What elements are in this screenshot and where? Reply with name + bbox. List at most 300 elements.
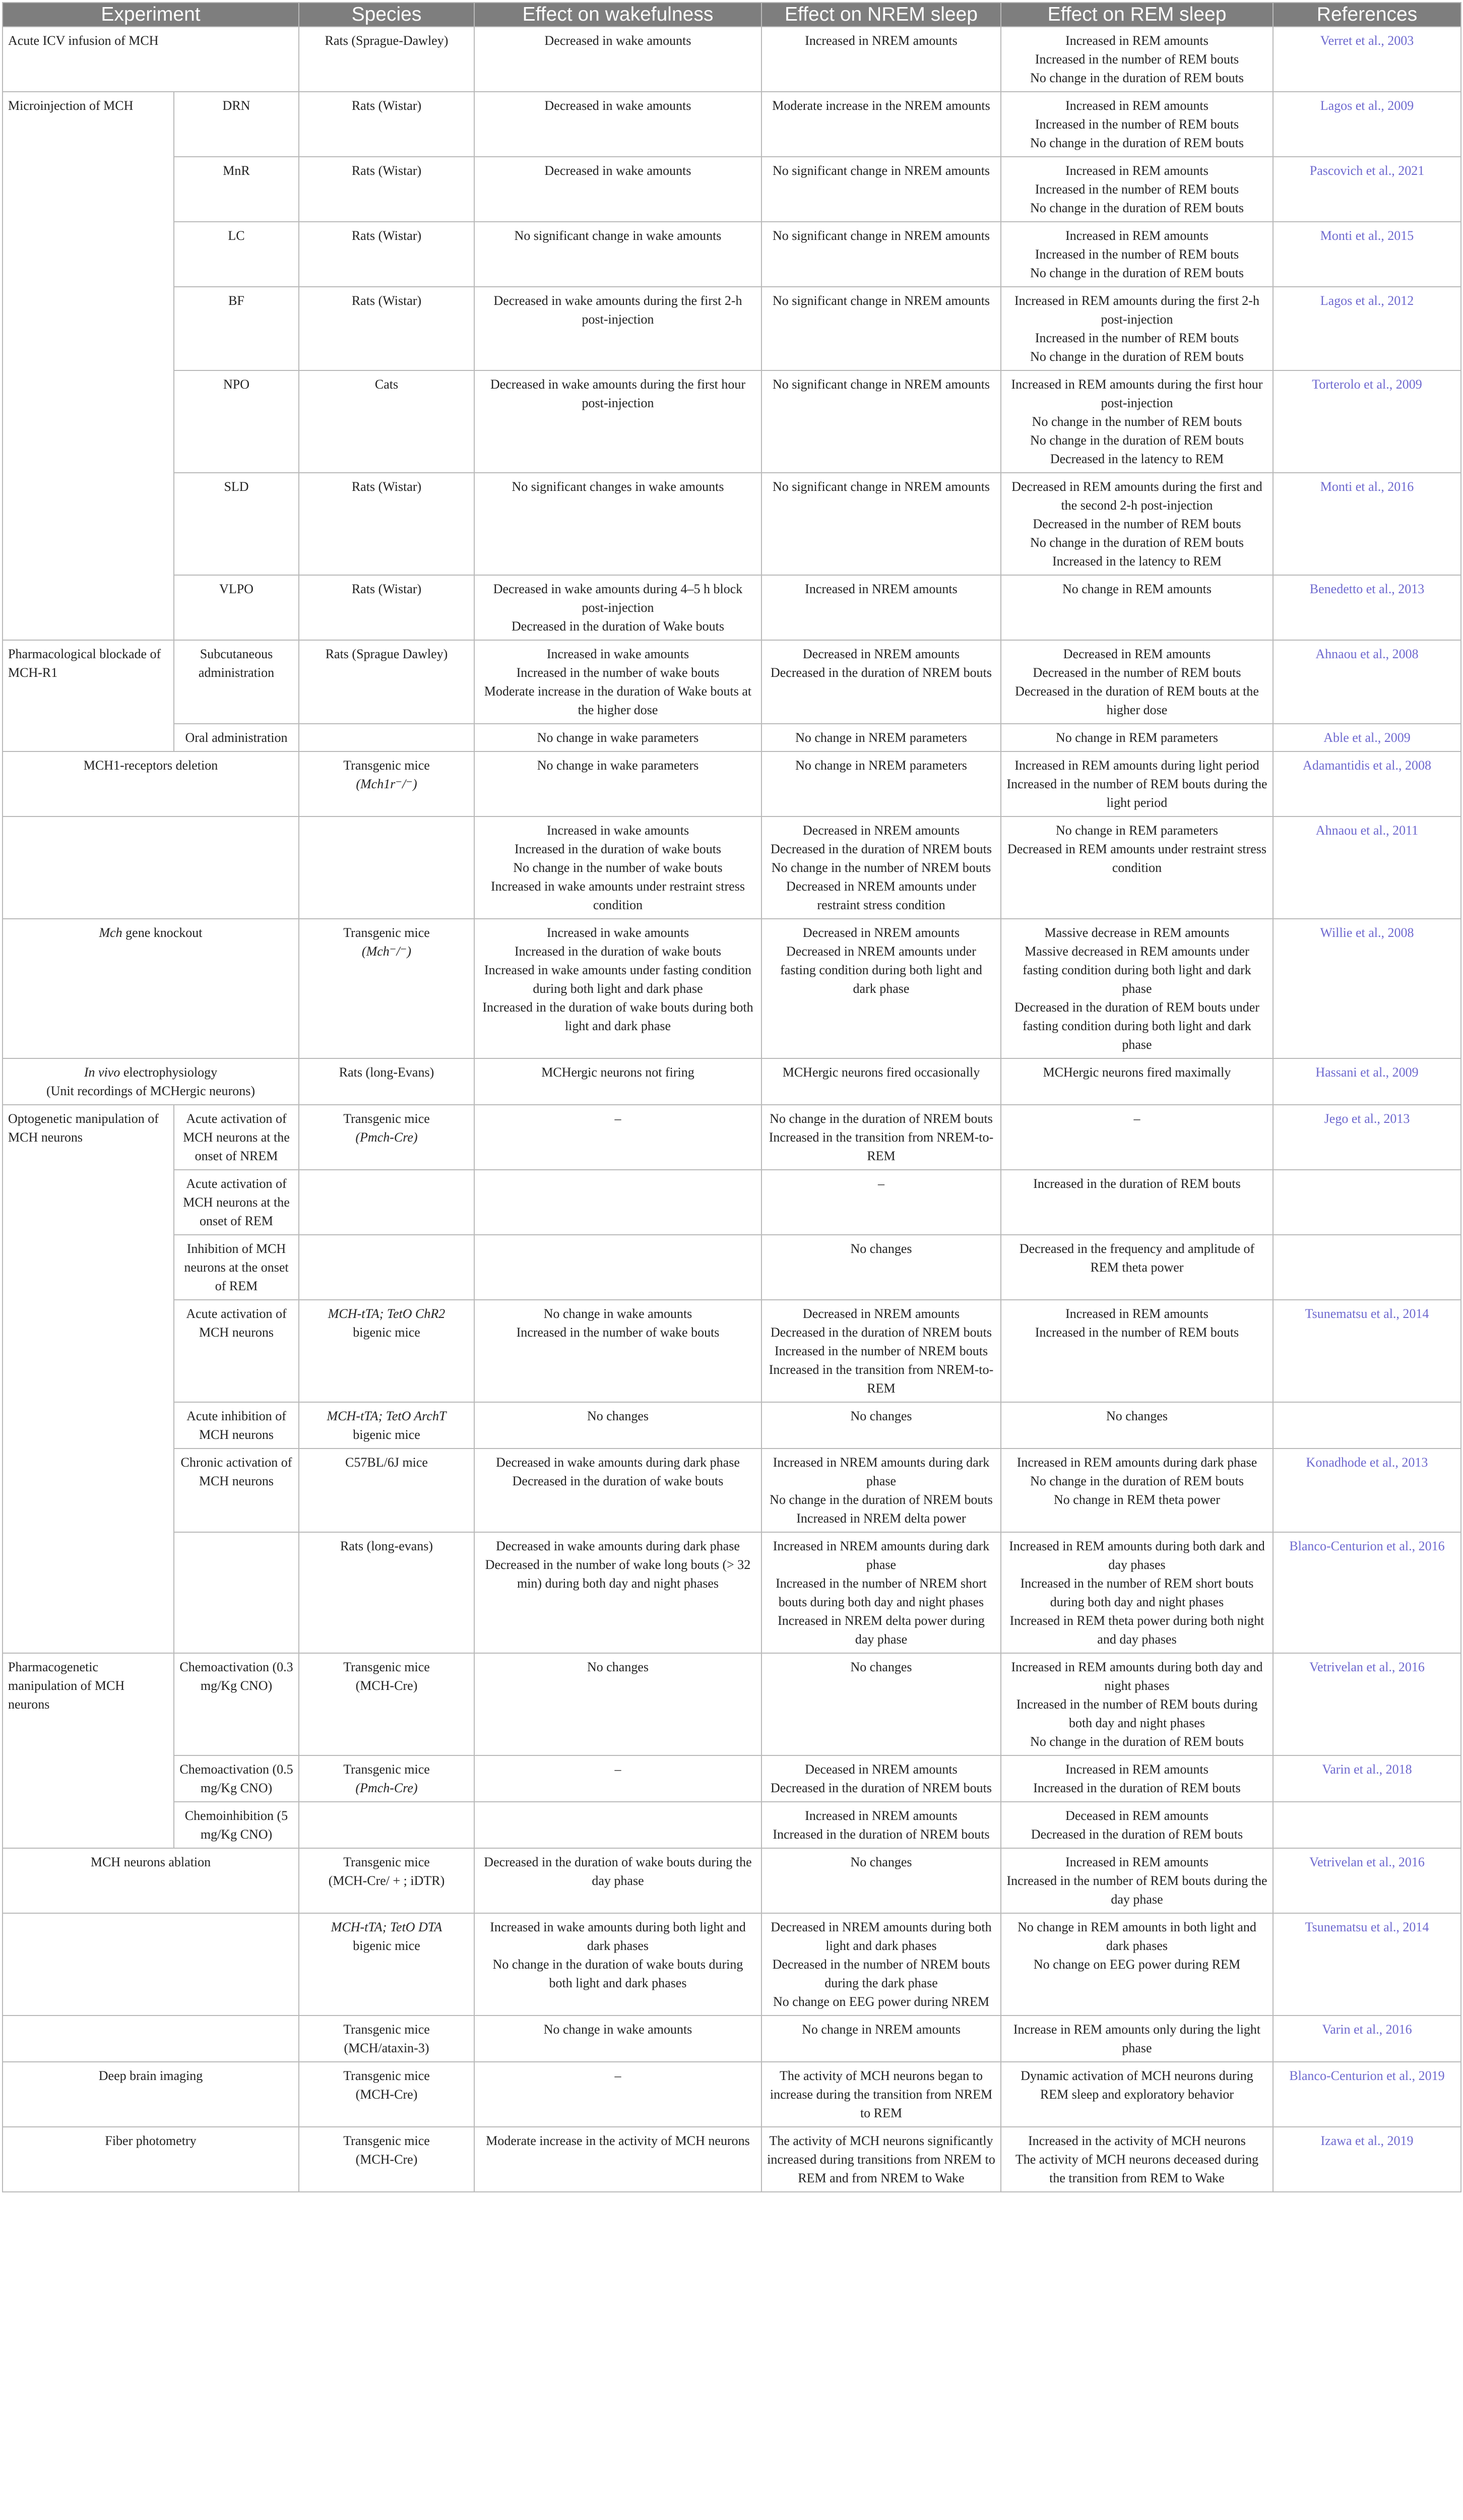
effect-line: MCHergic neurons not firing <box>541 1065 694 1080</box>
effect-line: Increased in the transition from NREM-to-REM <box>769 1130 994 1163</box>
effect-line: Decreased in wake amounts during dark phase <box>496 1539 740 1553</box>
effect-line: Increased in REM amounts during both dark and day phases <box>1009 1539 1265 1572</box>
species-cell <box>299 157 474 222</box>
effect-line: Decreased in NREM amounts <box>802 1306 960 1321</box>
header-references: References <box>1273 3 1461 27</box>
effect-line: Decreased in the number of wake long bouts (> 32 min) during both day and night phases <box>485 1557 751 1591</box>
wake-effect-cell <box>474 222 761 287</box>
wake-effect-cell <box>474 2127 761 2192</box>
effect-line: Increased in the number of REM bouts during the day phase <box>1006 1873 1267 1907</box>
effect-line: Increased in REM amounts during dark phase <box>1016 1455 1257 1470</box>
species-name: Transgenic mice <box>343 2133 430 2148</box>
rem-effect-cell <box>1001 575 1273 640</box>
effect-line: Decreased in the number of NREM bouts during the dark phase <box>772 1957 990 1990</box>
effect-line: The activity of MCH neurons began to increase during the transition from NREM to REM <box>770 2068 993 2120</box>
subgroup-cell: Acute activation of MCH neurons at the onset of REM <box>174 1170 299 1235</box>
wake-effect-cell <box>474 1448 761 1532</box>
reference-cell: Vetrivelan et al., 2016 <box>1273 1653 1461 1755</box>
reference-cell: Verret et al., 2003 <box>1273 27 1461 92</box>
species-detail: (Pmch-Cre) <box>355 1130 418 1145</box>
rem-effect-cell <box>1001 222 1273 287</box>
wake-effect-cell <box>474 640 761 724</box>
effect-line: No changes <box>587 1409 649 1423</box>
wake-effect-cell <box>474 1802 761 1848</box>
reference-cell <box>1273 1802 1461 1848</box>
experiment-cell <box>3 640 174 751</box>
wake-effect-cell <box>474 575 761 640</box>
wake-effect-cell <box>474 1235 761 1300</box>
effect-line: Decreased in the duration of NREM bouts <box>770 1325 992 1340</box>
effect-line: Increased in the activity of MCH neurons <box>1028 2133 1246 2148</box>
reference-cell: Adamantidis et al., 2008 <box>1273 751 1461 816</box>
effect-line: Increased in the number of REM bouts <box>1035 52 1239 67</box>
effect-line: Decreased in wake amounts during dark phase <box>496 1455 740 1470</box>
species-name: Transgenic mice <box>343 1762 430 1777</box>
reference-cell: Able et al., 2009 <box>1273 724 1461 751</box>
subgroup-cell: Inhibition of MCH neurons at the onset of REM <box>174 1235 299 1300</box>
wake-effect-cell <box>474 157 761 222</box>
effect-line: Increased in REM amounts during the first hour post-injection <box>1011 377 1263 410</box>
rem-effect-cell <box>1001 1653 1273 1755</box>
effect-line: Increased in REM amounts <box>1065 1762 1208 1777</box>
table-row <box>3 287 1461 370</box>
rem-effect-cell <box>1001 1755 1273 1802</box>
table-row <box>3 1532 1461 1653</box>
header-wakefulness: Effect on wakefulness <box>474 3 761 27</box>
species-name: Rats (Wistar) <box>351 479 422 494</box>
experiment-name: Pharmacogenetic manipulation of MCH neurons <box>8 1660 125 1712</box>
header-species: Species <box>299 3 474 27</box>
effect-line: Increased in REM amounts <box>1065 163 1208 178</box>
effect-line: No change in the duration of REM bouts <box>1030 1734 1244 1749</box>
effect-line: Decreased in wake amounts <box>544 163 691 178</box>
subgroup-cell: Subcutaneous administration <box>174 640 299 724</box>
experiment-cell <box>3 1848 299 1913</box>
header-rem: Effect on REM sleep <box>1001 3 1273 27</box>
effect-line: Decreased in wake amounts during 4–5 h block post-injection <box>493 582 743 615</box>
effect-line: No change in wake parameters <box>537 758 699 773</box>
experiment-cell <box>3 2062 299 2127</box>
reference-cell: Izawa et al., 2019 <box>1273 2127 1461 2192</box>
effect-line: Decreased in the frequency and amplitude of REM theta power <box>1019 1241 1255 1275</box>
species-cell <box>299 640 474 724</box>
species-cell <box>299 92 474 157</box>
header-row <box>3 3 1461 27</box>
reference-cell: Konadhode et al., 2013 <box>1273 1448 1461 1532</box>
effect-line: No change in REM amounts in both light and dark phases <box>1017 1920 1256 1953</box>
effect-line: No significant change in NREM amounts <box>772 228 990 243</box>
effect-line: Dynamic activation of MCH neurons during REM sleep and exploratory behavior <box>1021 2068 1253 2102</box>
effect-line: No significant changes in wake amounts <box>512 479 724 494</box>
effect-line: Increased in the latency to REM <box>1052 554 1222 569</box>
rem-effect-cell <box>1001 640 1273 724</box>
effect-line: Increased in wake amounts <box>546 823 689 838</box>
subgroup-cell: LC <box>174 222 299 287</box>
reference-cell: Tsunematsu et al., 2014 <box>1273 1300 1461 1402</box>
rem-effect-cell <box>1001 27 1273 92</box>
reference-cell: Ahnaou et al., 2011 <box>1273 816 1461 919</box>
table-row <box>3 1653 1461 1755</box>
rem-effect-cell <box>1001 1300 1273 1402</box>
effect-line: Decreased in the duration of REM bouts under fasting condition during both light and dark phase <box>1014 1000 1259 1052</box>
experiment-invivo: In vivo <box>84 1065 120 1080</box>
table-row <box>3 1913 1461 2015</box>
species-name: Rats (Sprague Dawley) <box>325 647 448 661</box>
effect-line: Increased in the duration of REM bouts <box>1033 1781 1241 1795</box>
effect-line: – <box>614 1111 621 1126</box>
experiment-name: Pharmacological blockade of MCH-R1 <box>8 647 161 680</box>
effect-line: – <box>614 1762 621 1777</box>
effect-line: Increased in the number of NREM bouts <box>774 1344 988 1358</box>
species-cell <box>299 724 474 751</box>
subgroup-cell: SLD <box>174 473 299 575</box>
table-row <box>3 222 1461 287</box>
reference-cell: Varin et al., 2016 <box>1273 2015 1461 2062</box>
effect-line: No change in the duration of REM bouts <box>1030 266 1244 280</box>
effect-line: No change in wake parameters <box>537 730 699 745</box>
effect-line: No significant change in NREM amounts <box>772 479 990 494</box>
wake-effect-cell <box>474 1913 761 2015</box>
effect-line: Moderate increase in the NREM amounts <box>772 98 990 113</box>
species-cell <box>299 27 474 92</box>
reference-cell <box>1273 1235 1461 1300</box>
rem-effect-cell <box>1001 2127 1273 2192</box>
subgroup-cell: Chemoactivation (0.3 mg/Kg CNO) <box>174 1653 299 1755</box>
subgroup-cell: MnR <box>174 157 299 222</box>
species-name: Rats (Wistar) <box>351 582 422 596</box>
table-row <box>3 1802 1461 1848</box>
nrem-effect-cell <box>761 1802 1001 1848</box>
nrem-effect-cell <box>761 27 1001 92</box>
species-detail: bigenic mice <box>353 1427 420 1442</box>
effect-line: No changes <box>850 1409 912 1423</box>
table-row <box>3 640 1461 724</box>
rem-effect-cell <box>1001 473 1273 575</box>
wake-effect-cell <box>474 724 761 751</box>
nrem-effect-cell <box>761 1170 1001 1235</box>
nrem-effect-cell <box>761 2062 1001 2127</box>
species-cell <box>299 370 474 473</box>
table-row <box>3 370 1461 473</box>
reference-cell: Lagos et al., 2009 <box>1273 92 1461 157</box>
effect-line: Decreased in REM amounts under restraint stress condition <box>1007 842 1267 875</box>
effect-line: Decreased in NREM amounts during both light and dark phases <box>771 1920 992 1953</box>
effect-line: No change in the duration of NREM bouts <box>770 1492 993 1507</box>
species-cell <box>299 1802 474 1848</box>
effect-line: Deceased in NREM amounts <box>805 1762 958 1777</box>
nrem-effect-cell <box>761 2127 1001 2192</box>
subgroup-cell: VLPO <box>174 575 299 640</box>
effect-line: No change in the duration of REM bouts <box>1030 136 1244 150</box>
nrem-effect-cell <box>761 1105 1001 1170</box>
rem-effect-cell <box>1001 2062 1273 2127</box>
table-row <box>3 2015 1461 2062</box>
species-cell <box>299 1058 474 1105</box>
wake-effect-cell <box>474 1755 761 1802</box>
rem-effect-cell <box>1001 1058 1273 1105</box>
effect-line: Increased in the duration of REM bouts <box>1033 1176 1241 1191</box>
effect-line: Increased in the transition from NREM-to-REM <box>769 1362 994 1396</box>
effect-line: Decreased in wake amounts <box>544 98 691 113</box>
species-cell <box>299 2127 474 2192</box>
effect-line: Deceased in REM amounts <box>1065 1808 1208 1823</box>
species-name: MCH-tTA; TetO ChR2 <box>328 1306 446 1321</box>
effect-line: No significant change in NREM amounts <box>772 293 990 308</box>
subgroup-cell: Oral administration <box>174 724 299 751</box>
effect-line: Increased in REM amounts <box>1065 228 1208 243</box>
experiment-name: MCH neurons ablation <box>90 1855 211 1869</box>
species-name: Transgenic mice <box>343 2022 430 2037</box>
effect-line: No change in the duration of REM bouts <box>1030 433 1244 448</box>
species-name: Rats (long-Evans) <box>339 1065 434 1080</box>
table-row <box>3 92 1461 157</box>
nrem-effect-cell <box>761 370 1001 473</box>
effect-line: Increased in the number of REM bouts <box>1035 247 1239 262</box>
effect-line: Increased in the number of REM bouts during the light period <box>1006 777 1267 810</box>
effect-line: Increased in REM theta power during both night and day phases <box>1009 1613 1264 1647</box>
species-cell <box>299 1653 474 1755</box>
effect-line: No change on EEG power during NREM <box>773 1994 989 2009</box>
effect-line: Decreased in the duration of wake bouts during the day phase <box>484 1855 752 1888</box>
effect-line: MCHergic neurons fired maximally <box>1043 1065 1231 1080</box>
nrem-effect-cell <box>761 1848 1001 1913</box>
species-cell <box>299 1532 474 1653</box>
wake-effect-cell <box>474 1058 761 1105</box>
nrem-effect-cell <box>761 575 1001 640</box>
effect-line: Decreased in the latency to REM <box>1050 452 1224 466</box>
species-name: Transgenic mice <box>343 1111 430 1126</box>
nrem-effect-cell <box>761 816 1001 919</box>
table-row <box>3 1848 1461 1913</box>
effect-line: No change in the duration of REM bouts <box>1030 201 1244 215</box>
experiment-note: (Unit recordings of MCHergic neurons) <box>46 1084 255 1098</box>
rem-effect-cell <box>1001 1170 1273 1235</box>
effect-line: Decreased in the duration of NREM bouts <box>770 665 992 680</box>
effect-line: Increased in NREM amounts <box>805 1808 958 1823</box>
species-name: Rats (long-evans) <box>340 1539 433 1553</box>
experiment-gene: Mch <box>99 925 122 940</box>
experiment-cell <box>3 2127 299 2192</box>
effect-line: Increased in NREM amounts during dark phase <box>773 1539 990 1572</box>
species-detail: (Mch⁻/⁻) <box>361 944 412 959</box>
effect-line: Increased in REM amounts during both day and night phases <box>1011 1660 1263 1693</box>
species-cell <box>299 287 474 370</box>
subgroup-cell: BF <box>174 287 299 370</box>
reference-cell: Varin et al., 2018 <box>1273 1755 1461 1802</box>
reference-cell: Blanco-Centurion et al., 2019 <box>1273 2062 1461 2127</box>
experiment-cell <box>3 1058 299 1105</box>
experiment-name <box>8 923 293 942</box>
wake-effect-cell <box>474 1105 761 1170</box>
species-cell <box>299 1448 474 1532</box>
table-row <box>3 575 1461 640</box>
experiment-cell <box>3 2015 299 2062</box>
wake-effect-cell <box>474 473 761 575</box>
effect-line: Decreased in wake amounts during the first hour post-injection <box>490 377 746 410</box>
species-cell <box>299 1913 474 2015</box>
effect-line: Moderate increase in the activity of MCH neurons <box>486 2133 750 2148</box>
nrem-effect-cell <box>761 1653 1001 1755</box>
species-cell <box>299 1402 474 1448</box>
subgroup-cell: Acute inhibition of MCH neurons <box>174 1402 299 1448</box>
experiment-name: Microinjection of MCH <box>8 98 134 113</box>
effect-line: No change in REM parameters <box>1055 730 1218 745</box>
header-nrem: Effect on NREM sleep <box>761 3 1001 27</box>
effect-line: No change in NREM parameters <box>795 758 967 773</box>
species-name: Transgenic mice <box>343 1660 430 1674</box>
experiment-cell <box>3 816 299 919</box>
table-row <box>3 1170 1461 1235</box>
effect-line: Increased in wake amounts under restraint stress condition <box>491 879 745 912</box>
table-row <box>3 1105 1461 1170</box>
species-detail: (MCH-Cre) <box>355 2152 418 2167</box>
wake-effect-cell <box>474 1300 761 1402</box>
reference-cell: Benedetto et al., 2013 <box>1273 575 1461 640</box>
species-cell <box>299 1170 474 1235</box>
rem-effect-cell <box>1001 1802 1273 1848</box>
effect-line: No change in NREM amounts <box>802 2022 961 2037</box>
reference-cell: Willie et al., 2008 <box>1273 919 1461 1058</box>
nrem-effect-cell <box>761 1402 1001 1448</box>
experiment-name <box>8 1063 293 1082</box>
effect-line: No change in the number of NREM bouts <box>771 860 991 875</box>
species-detail: (MCH/ataxin-3) <box>344 2041 429 2055</box>
nrem-effect-cell <box>761 640 1001 724</box>
wake-effect-cell <box>474 751 761 816</box>
wake-effect-cell <box>474 1532 761 1653</box>
effect-line: Massive decreased in REM amounts under fasting condition during both light and dark phase <box>1023 944 1251 996</box>
effect-line: Increased in the number of NREM short bouts during both day and night phases <box>776 1576 987 1609</box>
effect-line: Increased in REM amounts <box>1065 33 1208 48</box>
effect-line: Increased in the duration of wake bouts <box>514 842 722 856</box>
species-cell <box>299 1755 474 1802</box>
experiment-cell <box>3 92 174 640</box>
species-detail: bigenic mice <box>353 1938 420 1953</box>
wake-effect-cell <box>474 919 761 1058</box>
species-cell <box>299 473 474 575</box>
reference-cell: Jego et al., 2013 <box>1273 1105 1461 1170</box>
effect-line: Decreased in the duration of NREM bouts <box>770 842 992 856</box>
experiment-name: Optogenetic manipulation of MCH neurons <box>8 1111 159 1145</box>
effect-line: Decreased in NREM amounts under restraint stress condition <box>786 879 976 912</box>
subgroup-cell: Acute activation of MCH neurons <box>174 1300 299 1402</box>
experiment-rest: gene knockout <box>122 925 203 940</box>
nrem-effect-cell <box>761 287 1001 370</box>
effect-line: Increased in the number of REM bouts during both day and night phases <box>1016 1697 1258 1730</box>
effect-line: Increased in REM amounts <box>1065 98 1208 113</box>
nrem-effect-cell <box>761 1532 1001 1653</box>
subgroup-cell: Chemoinhibition (5 mg/Kg CNO) <box>174 1802 299 1848</box>
effect-line: – <box>1133 1111 1140 1126</box>
nrem-effect-cell <box>761 751 1001 816</box>
effect-line: No change in REM parameters <box>1055 823 1218 838</box>
species-name: Rats (Wistar) <box>351 228 422 243</box>
effect-line: – <box>614 2068 621 2083</box>
species-cell <box>299 1848 474 1913</box>
species-name: Rats (Wistar) <box>351 163 422 178</box>
experiment-cell <box>3 1913 299 2015</box>
effect-line: Increased in the duration of wake bouts <box>514 944 722 959</box>
reference-cell <box>1273 1402 1461 1448</box>
effect-line: No change in the duration of REM bouts <box>1030 349 1244 364</box>
effect-line: The activity of MCH neurons significantly increased during transitions from NREM to REM and from NREM to Wake <box>767 2133 995 2185</box>
species-detail: (MCH-Cre) <box>355 1678 418 1693</box>
reference-cell: Tsunematsu et al., 2014 <box>1273 1913 1461 2015</box>
subgroup-cell: Acute activation of MCH neurons at the onset of NREM <box>174 1105 299 1170</box>
effect-line: Increased in REM amounts <box>1065 1306 1208 1321</box>
effect-line: Decreased in the duration of Wake bouts <box>512 619 724 634</box>
rem-effect-cell <box>1001 92 1273 157</box>
effect-line: Increased in NREM delta power during day phase <box>778 1613 985 1647</box>
effect-line: Increased in NREM amounts <box>805 582 958 596</box>
effect-line: No change in NREM parameters <box>795 730 967 745</box>
wake-effect-cell <box>474 1653 761 1755</box>
effect-line: Decreased in the duration of wake bouts <box>512 1474 724 1488</box>
subgroup-cell: Chronic activation of MCH neurons <box>174 1448 299 1532</box>
species-name: Rats (Sprague-Dawley) <box>325 33 449 48</box>
rem-effect-cell <box>1001 1235 1273 1300</box>
effect-line: No changes <box>850 1660 912 1674</box>
effect-line: Decreased in NREM amounts under fasting condition during both light and dark phase <box>780 944 982 996</box>
effect-line: Increased in the number of REM bouts <box>1035 182 1239 197</box>
experiment-cell <box>3 1653 174 1848</box>
subgroup-cell: DRN <box>174 92 299 157</box>
effect-line: No change in the duration of wake bouts during both light and dark phases <box>492 1957 743 1990</box>
effect-line: Increased in the duration of NREM bouts <box>773 1827 990 1842</box>
nrem-effect-cell <box>761 473 1001 575</box>
effect-line: Increased in the number of REM bouts <box>1035 331 1239 345</box>
rem-effect-cell <box>1001 1402 1273 1448</box>
experiment-cell <box>3 919 299 1058</box>
effect-line: No changes <box>587 1660 649 1674</box>
effect-line: Massive decrease in REM amounts <box>1044 925 1230 940</box>
effect-line: No change in the duration of REM bouts <box>1030 71 1244 85</box>
wake-effect-cell <box>474 92 761 157</box>
wake-effect-cell <box>474 2015 761 2062</box>
reference-cell: Lagos et al., 2012 <box>1273 287 1461 370</box>
effect-line: No changes <box>850 1855 912 1869</box>
effect-line: Decreased in NREM amounts <box>802 647 960 661</box>
effect-line: Decreased in the duration of NREM bouts <box>770 1781 992 1795</box>
effect-line: Decreased in wake amounts <box>544 33 691 48</box>
effect-line: Decreased in the number of REM bouts <box>1033 665 1241 680</box>
table-row <box>3 919 1461 1058</box>
effect-line: Increased in the duration of wake bouts during both light and dark phase <box>482 1000 753 1033</box>
species-name: Transgenic mice <box>343 2068 430 2083</box>
effect-line: The activity of MCH neurons deceased during the transition from REM to Wake <box>1015 2152 1259 2185</box>
effect-line: No change in wake amounts <box>543 1306 692 1321</box>
effect-line: No change in wake amounts <box>543 2022 692 2037</box>
species-cell <box>299 2062 474 2127</box>
wake-effect-cell <box>474 370 761 473</box>
wake-effect-cell <box>474 1848 761 1913</box>
nrem-effect-cell <box>761 724 1001 751</box>
species-name: Rats (Wistar) <box>351 293 422 308</box>
nrem-effect-cell <box>761 1448 1001 1532</box>
species-name: Transgenic mice <box>343 758 430 773</box>
nrem-effect-cell <box>761 1300 1001 1402</box>
rem-effect-cell <box>1001 1105 1273 1170</box>
subgroup-cell: NPO <box>174 370 299 473</box>
experiment-name: Acute ICV infusion of MCH <box>8 33 159 48</box>
rem-effect-cell <box>1001 157 1273 222</box>
rem-effect-cell <box>1001 287 1273 370</box>
table-row <box>3 2062 1461 2127</box>
effect-line: No change in REM theta power <box>1054 1492 1220 1507</box>
effect-line: Increased in REM amounts during the first 2-h post-injection <box>1014 293 1259 327</box>
wake-effect-cell <box>474 1402 761 1448</box>
table-row <box>3 1448 1461 1532</box>
